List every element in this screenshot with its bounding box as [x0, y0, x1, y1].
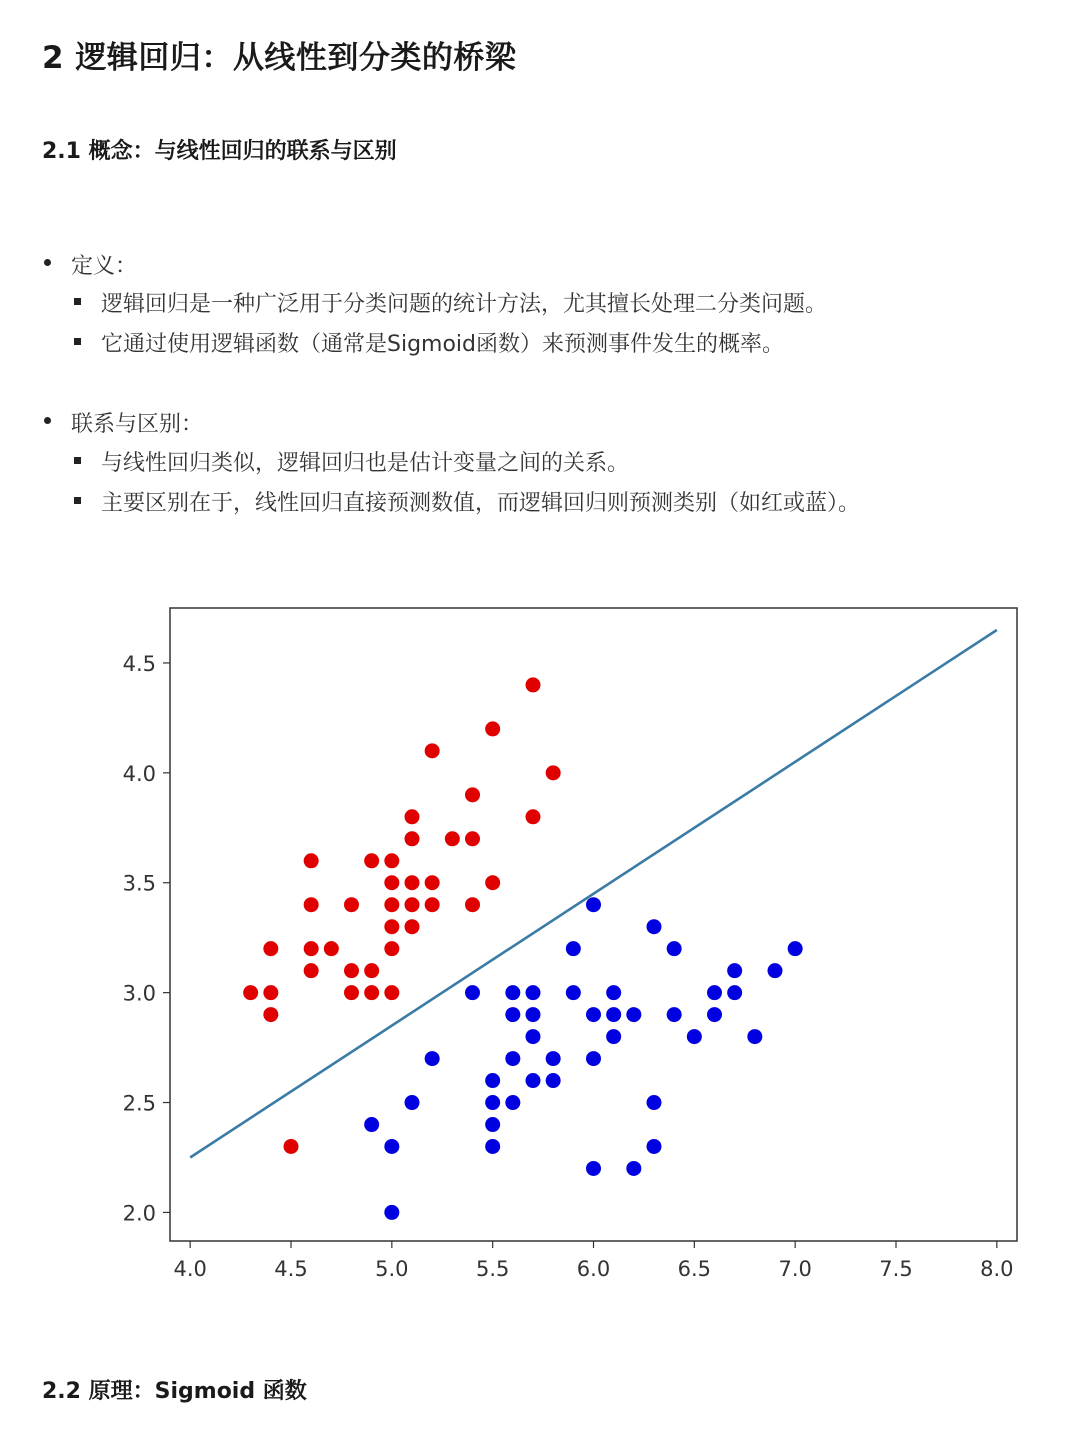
blue-point	[364, 1117, 379, 1132]
blue-point	[384, 1139, 399, 1154]
bullet-dot-icon	[44, 259, 51, 266]
blue-point	[606, 1029, 621, 1044]
blue-point	[405, 1095, 420, 1110]
y-tick-label: 3.0	[122, 981, 156, 1006]
y-tick-label: 4.5	[122, 651, 156, 676]
red-point	[405, 831, 420, 846]
bullet-label: 联系与区别：	[71, 412, 204, 437]
red-point	[526, 677, 541, 692]
blue-point	[606, 985, 621, 1000]
blue-point	[485, 1073, 500, 1088]
blue-point	[425, 1051, 440, 1066]
x-tick-label: 7.0	[778, 1257, 812, 1281]
blue-point	[505, 985, 520, 1000]
red-point	[465, 831, 480, 846]
bullet-dot-icon	[44, 417, 51, 424]
blue-point	[526, 1029, 541, 1044]
red-point	[304, 963, 319, 978]
red-point	[405, 809, 420, 824]
blue-point	[566, 941, 581, 956]
blue-point	[526, 1073, 541, 1088]
red-point	[485, 721, 500, 736]
scatter-chart	[100, 590, 1040, 1295]
red-point	[405, 875, 420, 890]
red-point	[344, 985, 359, 1000]
blue-point	[647, 919, 662, 934]
red-point	[425, 897, 440, 912]
blue-point	[727, 963, 742, 978]
blue-point	[505, 1095, 520, 1110]
blue-point	[667, 941, 682, 956]
red-point	[344, 963, 359, 978]
blue-point	[384, 1205, 399, 1220]
blue-point	[586, 1161, 601, 1176]
blue-point	[546, 1073, 561, 1088]
red-point	[384, 875, 399, 890]
x-tick-label: 7.5	[879, 1257, 913, 1281]
blue-point	[586, 1007, 601, 1022]
y-tick-label: 2.0	[122, 1201, 156, 1226]
red-point	[364, 853, 379, 868]
red-point	[384, 941, 399, 956]
blue-point	[647, 1095, 662, 1110]
blue-point	[586, 897, 601, 912]
blue-point	[687, 1029, 702, 1044]
blue-point	[747, 1029, 762, 1044]
blue-point	[546, 1051, 561, 1066]
y-tick-label: 4.0	[122, 761, 156, 786]
blue-point	[606, 1007, 621, 1022]
blue-point	[707, 985, 722, 1000]
red-point	[465, 787, 480, 802]
blue-point	[626, 1007, 641, 1022]
x-tick-label: 8.0	[980, 1257, 1014, 1281]
y-tick-label: 3.5	[122, 871, 156, 896]
list-item-text: 主要区别在于，线性回归直接预测数值，而逻辑回归则预测类别（如红或蓝）。	[101, 491, 861, 516]
red-point	[546, 765, 561, 780]
section-heading-sigmoid: 2.2 原理：Sigmoid 函数	[42, 1379, 307, 1404]
blue-point	[788, 941, 803, 956]
blue-point	[505, 1051, 520, 1066]
square-bullet-icon	[74, 338, 81, 345]
square-bullet-icon	[74, 497, 81, 504]
blue-point	[647, 1139, 662, 1154]
red-point	[405, 897, 420, 912]
blue-point	[526, 1007, 541, 1022]
red-point	[485, 875, 500, 890]
blue-point	[626, 1161, 641, 1176]
blue-point	[526, 985, 541, 1000]
list-item-text: 逻辑回归是一种广泛用于分类问题的统计方法，尤其擅长处理二分类问题。	[101, 292, 828, 317]
blue-point	[707, 1007, 722, 1022]
blue-point	[485, 1095, 500, 1110]
section-heading-concept: 2.1 概念：与线性回归的联系与区别	[42, 139, 397, 164]
blue-point	[465, 985, 480, 1000]
red-point	[344, 897, 359, 912]
blue-point	[485, 1139, 500, 1154]
blue-point	[667, 1007, 682, 1022]
red-point	[284, 1139, 299, 1154]
red-point	[263, 1007, 278, 1022]
red-point	[445, 831, 460, 846]
red-point	[384, 853, 399, 868]
red-point	[425, 743, 440, 758]
x-tick-label: 6.0	[576, 1257, 611, 1281]
red-point	[263, 985, 278, 1000]
red-point	[465, 897, 480, 912]
red-point	[364, 985, 379, 1000]
red-point	[526, 809, 541, 824]
square-bullet-icon	[74, 298, 81, 305]
bullet-label: 定义：	[71, 254, 138, 279]
page-heading: 2 逻辑回归：从线性到分类的桥梁	[42, 40, 517, 76]
x-tick-label: 5.5	[475, 1257, 510, 1281]
red-point	[304, 941, 319, 956]
blue-point	[505, 1007, 520, 1022]
red-point	[384, 897, 399, 912]
red-point	[425, 875, 440, 890]
red-point	[304, 853, 319, 868]
red-point	[243, 985, 258, 1000]
red-point	[384, 985, 399, 1000]
red-point	[405, 919, 420, 934]
list-item-text: 与线性回归类似，逻辑回归也是估计变量之间的关系。	[101, 451, 630, 476]
list-item-text: 它通过使用逻辑函数（通常是Sigmoid函数）来预测事件发生的概率。	[101, 332, 785, 357]
x-tick-label: 5.0	[375, 1257, 409, 1281]
red-point	[304, 897, 319, 912]
red-point	[324, 941, 339, 956]
square-bullet-icon	[74, 457, 81, 464]
red-point	[263, 941, 278, 956]
x-tick-label: 4.0	[173, 1257, 207, 1281]
red-point	[384, 919, 399, 934]
blue-point	[727, 985, 742, 1000]
y-tick-label: 2.5	[122, 1091, 156, 1116]
blue-point	[586, 1051, 601, 1066]
x-tick-label: 6.5	[677, 1257, 712, 1281]
blue-point	[485, 1117, 500, 1132]
red-point	[364, 963, 379, 978]
blue-point	[566, 985, 581, 1000]
x-tick-label: 4.5	[274, 1257, 308, 1281]
blue-point	[768, 963, 783, 978]
